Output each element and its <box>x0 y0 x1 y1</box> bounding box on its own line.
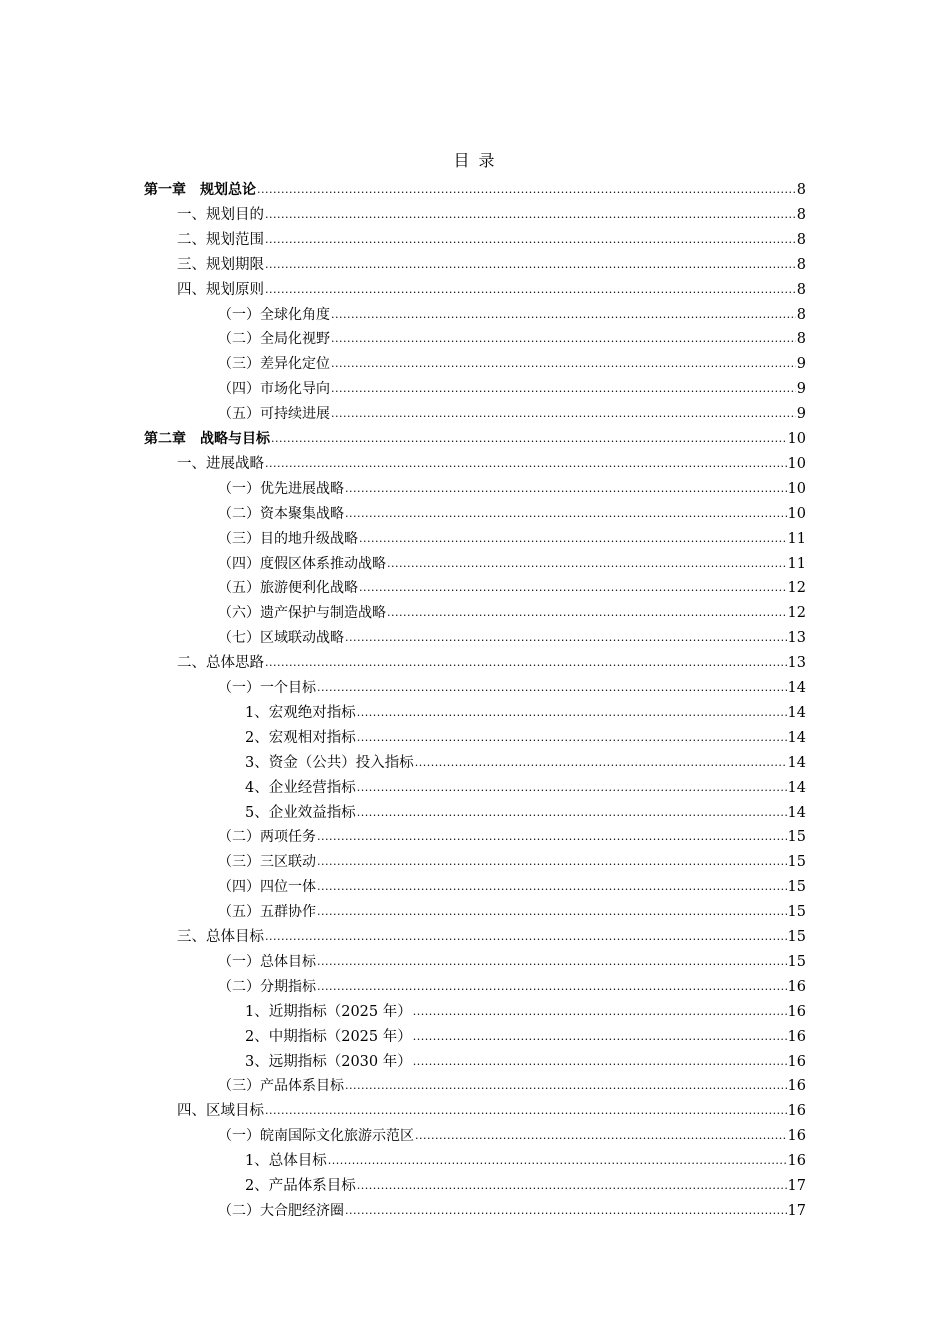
dot-leader <box>257 183 796 199</box>
toc-entry-label: （二）资本聚集战略 <box>218 505 344 522</box>
toc-entry-label: （三）差异化定位 <box>218 356 330 373</box>
toc-entry-label: 一、进展战略 <box>177 455 264 472</box>
toc-entry-page-number: 9 <box>796 381 806 398</box>
toc-entry-page-number: 16 <box>787 1128 806 1145</box>
toc-entry[interactable] <box>245 747 806 772</box>
toc-entry-label: 4、企业经营指标 <box>245 779 356 796</box>
dot-leader <box>265 208 796 224</box>
toc-entry-label: 二、总体思路 <box>177 655 264 672</box>
dot-leader <box>317 980 787 996</box>
dot-leader <box>357 731 787 747</box>
toc-entry[interactable] <box>218 1195 806 1220</box>
toc-entry-page-number: 17 <box>787 1202 806 1219</box>
toc-entry-label: （一）总体目标 <box>218 953 316 970</box>
dot-leader <box>265 283 796 299</box>
toc-entry-page-number: 16 <box>787 1153 806 1170</box>
toc-entry-page-number: 15 <box>787 953 806 970</box>
toc-entry-label: （三）三区联动 <box>218 854 316 871</box>
dot-leader <box>345 1204 787 1220</box>
toc-entry[interactable] <box>218 896 806 921</box>
toc-entry[interactable] <box>218 398 806 423</box>
toc-entry[interactable] <box>218 323 806 348</box>
toc-entry[interactable] <box>177 249 806 274</box>
toc-entry-page-number: 16 <box>787 1078 806 1095</box>
toc-entry[interactable] <box>218 871 806 896</box>
toc-entry-label: 3、资金（公共）投入指标 <box>245 754 414 771</box>
dot-leader <box>357 1179 787 1195</box>
dot-leader <box>265 930 787 946</box>
toc-entry-page-number: 10 <box>787 480 806 497</box>
toc-entry[interactable] <box>177 1095 806 1120</box>
toc-entry-label: （二）两项任务 <box>218 829 316 846</box>
toc-entry-label: 1、宏观绝对指标 <box>245 704 356 721</box>
toc-entry[interactable] <box>177 647 806 672</box>
toc-entry-label: 2、宏观相对指标 <box>245 729 356 746</box>
toc-entry-label: 三、总体目标 <box>177 929 264 945</box>
toc-entry-page-number: 14 <box>787 729 806 746</box>
toc-entry[interactable] <box>218 821 806 846</box>
dot-leader <box>413 1005 787 1021</box>
dot-leader <box>331 382 796 398</box>
toc-entry-page-number: 15 <box>787 879 806 896</box>
toc-entry-page-number: 14 <box>787 704 806 721</box>
toc-entry[interactable] <box>218 523 806 548</box>
dot-leader <box>357 706 787 722</box>
toc-entry[interactable] <box>218 572 806 597</box>
dot-leader <box>359 532 787 548</box>
toc-entry[interactable] <box>218 846 806 871</box>
dot-leader <box>317 681 787 697</box>
dot-leader <box>317 955 787 971</box>
dot-leader <box>331 308 796 324</box>
toc-entry[interactable] <box>245 722 806 747</box>
toc-entry-label: 3、远期指标（2030 年） <box>245 1053 412 1070</box>
toc-entry[interactable] <box>177 224 806 249</box>
toc-entry[interactable] <box>218 971 806 996</box>
toc-entry[interactable] <box>218 672 806 697</box>
toc-entry-label: 第一章 规划总论 <box>144 182 256 198</box>
toc-entry[interactable] <box>245 1145 806 1170</box>
toc-entry-label: （一）优先进展战略 <box>218 480 344 497</box>
toc-entry[interactable] <box>218 597 806 622</box>
toc-entry-page-number: 9 <box>796 406 806 423</box>
toc-entry-page-number: 9 <box>796 356 806 373</box>
toc-entry-label: （一）皖南国际文化旅游示范区 <box>218 1128 414 1145</box>
toc-entry-label: 四、规划原则 <box>177 281 264 298</box>
toc-entry-label: （六）遗产保护与制造战略 <box>218 605 386 622</box>
toc-entry-page-number: 13 <box>787 655 806 672</box>
dot-leader <box>357 806 787 822</box>
toc-entry-page-number: 15 <box>787 904 806 921</box>
toc-entry-page-number: 11 <box>787 530 806 547</box>
toc-entry-page-number: 8 <box>796 182 806 198</box>
toc-entry-label: （四）四位一体 <box>218 879 316 896</box>
toc-entry-label: （五）可持续进展 <box>218 406 330 423</box>
toc-entry-page-number: 16 <box>787 1028 806 1045</box>
toc-entry[interactable] <box>177 448 806 473</box>
dot-leader <box>345 507 787 523</box>
toc-entry-label: （五）五群协作 <box>218 904 316 921</box>
dot-leader <box>357 781 787 797</box>
toc-entry[interactable] <box>245 697 806 722</box>
dot-leader <box>345 482 787 498</box>
toc-entry-page-number: 8 <box>796 331 806 348</box>
dot-leader <box>317 880 787 896</box>
toc-entry-page-number: 15 <box>787 929 806 945</box>
dot-leader <box>271 432 787 448</box>
toc-entry[interactable] <box>144 174 806 199</box>
toc-entry-page-number: 12 <box>787 580 806 597</box>
dot-leader <box>415 1129 787 1145</box>
toc-entry[interactable] <box>218 548 806 573</box>
toc-entry-page-number: 10 <box>787 431 806 447</box>
toc-entry[interactable] <box>245 996 806 1021</box>
toc-entry-page-number: 16 <box>787 978 806 995</box>
dot-leader <box>331 407 796 423</box>
toc-entry-label: （二）大合肥经济圈 <box>218 1202 344 1219</box>
toc-entry-label: 四、区域目标 <box>177 1103 264 1120</box>
toc-entry[interactable] <box>218 473 806 498</box>
toc-title: 目 录 <box>453 151 497 170</box>
toc-entry-label: （一）一个目标 <box>218 680 316 696</box>
dot-leader <box>415 756 787 772</box>
dot-leader <box>387 557 787 573</box>
dot-leader <box>345 631 787 647</box>
toc-entry[interactable] <box>218 348 806 373</box>
toc-entry[interactable] <box>245 797 806 822</box>
toc-entry-page-number: 14 <box>787 754 806 771</box>
toc-entry-label: （四）市场化导向 <box>218 381 330 398</box>
toc-entry-page-number: 16 <box>787 1053 806 1070</box>
toc-entry-label: 一、规划目的 <box>177 206 264 223</box>
dot-leader <box>265 656 787 672</box>
toc-entry-label: 二、规划范围 <box>177 231 264 248</box>
toc-entry[interactable] <box>144 423 806 448</box>
toc-entry-page-number: 14 <box>787 804 806 821</box>
toc-entry-label: 5、企业效益指标 <box>245 804 356 821</box>
dot-leader <box>317 855 787 871</box>
toc-entry-page-number: 8 <box>796 256 806 273</box>
dot-leader <box>413 1055 787 1071</box>
dot-leader <box>413 1030 787 1046</box>
toc-entry[interactable] <box>245 772 806 797</box>
toc-entry-page-number: 8 <box>796 281 806 298</box>
dot-leader <box>331 357 796 373</box>
toc-entry-label: （一）全球化角度 <box>218 306 330 323</box>
toc-entry-label: 2、中期指标（2025 年） <box>245 1028 412 1045</box>
dot-leader <box>317 830 787 846</box>
toc-entry-page-number: 15 <box>787 829 806 846</box>
toc-entry-page-number: 8 <box>796 206 806 223</box>
toc-entry[interactable] <box>218 946 806 971</box>
toc-entry-page-number: 8 <box>796 306 806 323</box>
toc-entry-page-number: 16 <box>787 1003 806 1020</box>
toc-entry-page-number: 12 <box>787 605 806 622</box>
dot-leader <box>359 581 787 597</box>
toc-entry-page-number: 10 <box>787 505 806 522</box>
toc-entry[interactable] <box>245 1046 806 1071</box>
dot-leader <box>387 606 787 622</box>
dot-leader <box>331 332 796 348</box>
toc-entry-label: 三、规划期限 <box>177 256 264 273</box>
toc-entry-page-number: 15 <box>787 854 806 871</box>
toc-entry[interactable] <box>177 274 806 299</box>
toc-entry[interactable] <box>218 1120 806 1145</box>
toc-entry-label: 1、总体目标 <box>245 1153 327 1170</box>
toc-entry-label: （三）产品体系目标 <box>218 1078 344 1095</box>
toc-entry[interactable] <box>218 299 806 324</box>
dot-leader <box>265 1104 787 1120</box>
toc-entry-page-number: 14 <box>787 680 806 696</box>
toc-entry[interactable] <box>218 1070 806 1095</box>
toc-entry[interactable] <box>245 1170 806 1195</box>
dot-leader <box>328 1154 787 1170</box>
toc-entry-page-number: 13 <box>787 630 806 647</box>
toc-entry-label: （二）全局化视野 <box>218 331 330 348</box>
toc-entry-page-number: 14 <box>787 779 806 796</box>
toc-entry-label: （三）目的地升级战略 <box>218 530 358 547</box>
toc-entry-page-number: 16 <box>787 1103 806 1120</box>
toc-entry[interactable] <box>245 1021 806 1046</box>
toc-entry[interactable] <box>218 498 806 523</box>
dot-leader <box>317 905 787 921</box>
dot-leader <box>345 1079 787 1095</box>
toc-entry[interactable] <box>177 199 806 224</box>
toc-entry[interactable] <box>218 622 806 647</box>
toc-entry-label: 第二章 战略与目标 <box>144 431 270 447</box>
toc-entry-label: （四）度假区体系推动战略 <box>218 555 386 572</box>
toc-entry-label: （五）旅游便利化战略 <box>218 580 358 597</box>
toc-entry[interactable] <box>218 373 806 398</box>
toc-entry[interactable] <box>177 921 806 946</box>
toc-entry-label: 1、近期指标（2025 年） <box>245 1003 412 1020</box>
toc-entry-label: 2、产品体系目标 <box>245 1178 356 1194</box>
toc-entry-page-number: 10 <box>787 455 806 472</box>
toc-entry-page-number: 17 <box>787 1178 806 1194</box>
toc-entry-label: （二）分期指标 <box>218 978 316 995</box>
dot-leader <box>265 457 787 473</box>
dot-leader <box>265 233 796 249</box>
dot-leader <box>265 258 796 274</box>
toc-entry-label: （七）区域联动战略 <box>218 630 344 647</box>
toc-entry-page-number: 11 <box>787 555 806 572</box>
toc-entry-page-number: 8 <box>796 231 806 248</box>
